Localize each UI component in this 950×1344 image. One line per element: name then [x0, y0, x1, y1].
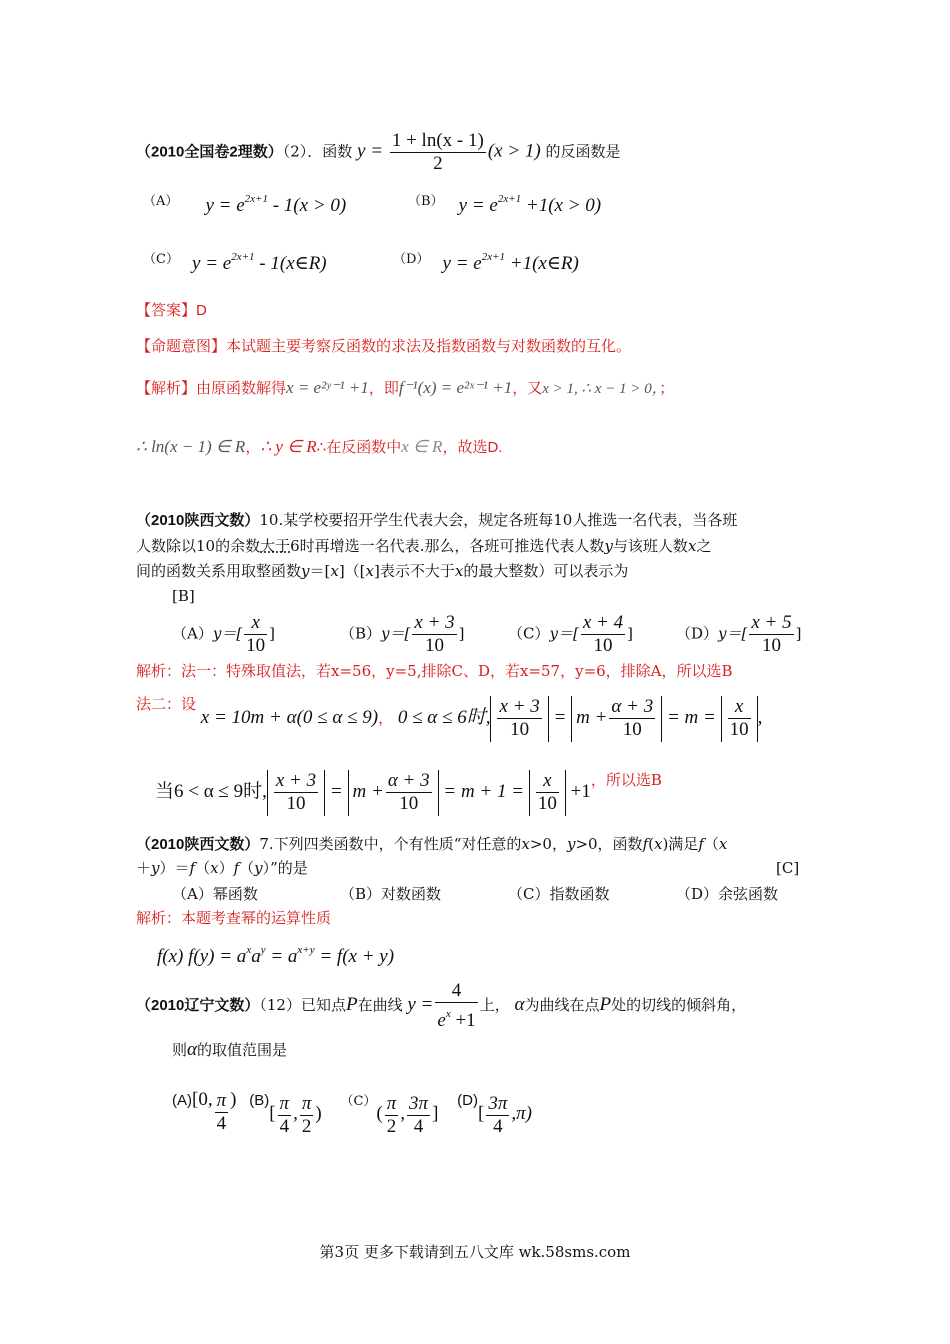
q2-sol2-num: α + 3 — [611, 696, 654, 717]
q4-alpha: α — [187, 1039, 197, 1060]
q2-text: 6时再增选一名代表.那么，各班可推选代表人数 — [290, 537, 605, 555]
q4-text: 为曲线在点 — [524, 996, 600, 1014]
q1-opt-rest: - 1(x > 0) — [267, 195, 347, 216]
q3-var: x — [653, 835, 663, 853]
q3-text: 7.下列四类函数中，个有性质“对任意的 — [259, 835, 522, 853]
q2-sol2-num: x — [728, 696, 751, 719]
q4-curve-fraction — [435, 980, 477, 1032]
q1-opt-base: y = e — [458, 195, 498, 216]
q2-var: x — [365, 562, 375, 580]
q4-opt-num: π — [216, 1090, 227, 1111]
q2-opt-fraction — [412, 612, 456, 657]
q2-text: 之 — [696, 537, 712, 555]
q4-opt-close: ) — [315, 1103, 322, 1124]
q3-var: f — [642, 835, 649, 853]
q2-opt-fraction — [244, 612, 267, 657]
q4-opt-den: 4 — [493, 1115, 503, 1137]
q4-source: （2010辽宁文数） — [136, 997, 260, 1014]
q4-opt-num: π — [386, 1092, 397, 1114]
q3-option-d: （D）余弦函数 — [676, 885, 779, 903]
q3-text: >0，函数 — [575, 835, 643, 853]
q4-opt-b-fraction-1 — [278, 1093, 292, 1138]
q2-text: 与该班人数 — [612, 537, 688, 555]
q2-opt-y: y＝[ — [549, 624, 579, 643]
q3-var: x — [718, 835, 728, 853]
q2-opt-num: x + 4 — [582, 612, 624, 633]
q2-opt-y: y＝[ — [212, 624, 243, 643]
q3-var: y — [151, 859, 160, 877]
q4-text: 则 — [172, 1041, 188, 1059]
q2-opt-close: ] — [458, 624, 465, 643]
q3-text: >0， — [529, 835, 567, 853]
q3-text: ）”的是 — [262, 859, 308, 877]
q4-opt-open: [0, — [192, 1089, 213, 1110]
q1-opt-rest: +1(x > 0) — [521, 195, 602, 216]
q2-opt-den: 10 — [246, 635, 266, 656]
q2-var: x — [330, 562, 339, 580]
q4-opt-den: 4 — [279, 1115, 290, 1137]
q1-fn-den: 2 — [433, 153, 443, 174]
q1-answer: 【答案】D — [136, 302, 207, 319]
q2-sol3-den: 10 — [286, 793, 306, 814]
q4-text: 处的切线的倾斜角， — [611, 996, 747, 1014]
q2-opt-label: （A） — [172, 624, 213, 643]
q1-line2-formula-3: x ∈ R — [401, 437, 443, 456]
q1-fn-lhs: y = — [357, 140, 384, 162]
q2-text1: 10.某学校要招开学生代表大会，规定各班每10人推选一名代表，当各班 — [259, 511, 738, 529]
q1-opt-label: （A） — [143, 194, 179, 209]
q1-analysis-a: 由原函数解得 — [196, 380, 287, 397]
q3-var: f — [233, 859, 240, 877]
q2-sol3-tail: ，所以选B — [590, 771, 662, 789]
q2-opt-num: x + 3 — [414, 612, 455, 633]
q3-var: f — [698, 835, 704, 853]
q3-formula-part: = a — [265, 946, 298, 967]
q2-line3 — [136, 561, 628, 581]
q1-opt-expr — [459, 195, 601, 216]
q1-option-d — [393, 248, 579, 275]
q2-var: y — [604, 537, 613, 555]
q2-var: x — [687, 537, 697, 555]
q1-fn-cond: (x > 1) — [487, 140, 541, 162]
q2-text: 人数除以10的余数 — [136, 537, 261, 555]
q2-solution-1: 解析：法一：特殊取值法，若x=56，y=5,排除C、D，若x=57，y=6，排除A，所以选B — [136, 662, 733, 680]
q4-var: P — [345, 994, 358, 1015]
q4-opt-c-fraction-2 — [407, 1093, 430, 1138]
q3-answer: [C] — [776, 859, 800, 877]
q3-formula-part: = f(x + y) — [314, 946, 395, 967]
q4-opt-num: π — [279, 1092, 290, 1114]
q2-sol2-num: x + 3 — [499, 696, 540, 717]
q2-sol3-bracket-3 — [529, 770, 566, 816]
q1-fn-num: 1 + ln(x - 1) — [391, 130, 484, 151]
q2-opt-y: y＝[ — [718, 624, 748, 643]
q1-intro: （2）．函数 — [282, 142, 353, 161]
q2-sol2-cond: 0 ≤ α ≤ 6时, — [397, 707, 491, 728]
q2-text: ＝[ — [309, 562, 331, 580]
q2-sol3-num: x + 3 — [275, 770, 317, 791]
q2-option-c — [508, 612, 633, 657]
q1-option-a — [143, 190, 346, 217]
q2-option-b — [340, 612, 464, 657]
q2-sol3-mid: = m + 1 = — [443, 781, 525, 802]
q1-opt-expr — [443, 253, 579, 274]
q2-var: y — [301, 562, 310, 580]
q4-den-base: e — [437, 1010, 446, 1031]
q1-analysis-line1 — [136, 378, 674, 399]
q4-text: 的取值范围是 — [197, 1041, 288, 1059]
q2-text: 间的函数关系用取整函数 — [136, 562, 302, 580]
q1-opt-sup: 2x+1 — [231, 251, 255, 263]
q2-var: x — [454, 562, 464, 580]
q2-sol2-bracket-1 — [490, 696, 548, 742]
q1-line2-formula-2: ∴ y ∈ R — [260, 437, 317, 456]
q2-solution-2 — [136, 694, 762, 744]
q3-text: （ — [703, 835, 719, 853]
q1-analysis-formula-1: x = e²ʸ⁻¹ +1 — [286, 378, 369, 397]
q1-opt-rest: - 1(x∈R) — [254, 253, 327, 274]
q4-opt-open: [ — [269, 1103, 276, 1124]
q3-text: ＋ — [136, 859, 152, 877]
q2-opt-num: x + 5 — [751, 612, 792, 633]
q4-den-rest: +1 — [450, 1010, 476, 1031]
q1-opt-expr — [205, 195, 346, 216]
q4-text: 上， — [479, 996, 510, 1014]
q4-opt-close: ,π) — [511, 1103, 532, 1124]
q3-option-c: （C）指数函数 — [508, 885, 610, 903]
q4-num: 4 — [435, 980, 477, 1003]
q4-opt-den: 4 — [413, 1115, 424, 1137]
q4-opt-comma: , — [400, 1103, 406, 1124]
q4-opt-comma: , — [293, 1103, 298, 1124]
q1-analysis-c: ，又 — [512, 380, 543, 397]
q2-opt-label: （C） — [508, 624, 550, 643]
q2-sol2-comma: ， — [378, 709, 394, 727]
q1-analysis-b: ，即 — [368, 380, 399, 397]
q1-line2-b: ∴在反函数中 — [316, 439, 402, 456]
q3-text: （ — [239, 859, 255, 877]
q3-formula-sup: x — [246, 944, 252, 956]
q2-sol2-den: 10 — [510, 719, 530, 740]
q4-opt-num: 3π — [409, 1092, 429, 1114]
q4-opt-open: [ — [478, 1103, 485, 1124]
q2-sol2-eq: = — [553, 707, 567, 728]
q3-source: （2010陕西文数） — [136, 836, 260, 853]
q1-fn-fraction — [390, 130, 486, 175]
q2-opt-den: 10 — [424, 635, 444, 656]
q2-line2 — [136, 536, 711, 556]
q1-header — [136, 130, 621, 174]
q1-opt-expr — [192, 253, 327, 274]
q2-sol3-plus: +1 — [570, 781, 591, 802]
q1-analysis-formula-3: x > 1, ∴ x − 1 > 0， — [542, 381, 660, 397]
q4-var: P — [599, 994, 612, 1015]
q4-y: y = — [407, 994, 434, 1015]
q2-opt-close: ] — [795, 624, 802, 643]
q2-opt-close: ] — [627, 624, 633, 643]
q2-text: ]表示不大于 — [374, 562, 455, 580]
q2-opt-close: ] — [269, 624, 276, 643]
q2-sol2-label: 法二：设 — [136, 695, 197, 713]
q1-opt-base: y = e — [442, 253, 482, 274]
q4-opt-num: 3π — [488, 1092, 508, 1114]
q4-line1 — [136, 980, 746, 1030]
q2-option-a — [172, 612, 275, 657]
q2-text: 的最大整数）可以表示为 — [463, 562, 629, 580]
q2-sol3-den: 10 — [537, 793, 557, 814]
q1-analysis-d: ； — [659, 380, 675, 397]
q4-opt-label: (A) — [172, 1092, 192, 1109]
q1-intent: 【命题意图】本试题主要考察反函数的求法及指数函数与对数函数的互化。 — [136, 338, 632, 355]
q3-text: ） — [218, 859, 234, 877]
q4-opt-num: π — [301, 1092, 312, 1114]
q2-sol2-bracket-3 — [721, 696, 758, 742]
q4-opt-close: ] — [432, 1103, 439, 1124]
q1-analysis-line2 — [136, 437, 502, 458]
q1-opt-label: （D） — [393, 252, 430, 267]
q2-opt-fraction — [749, 612, 793, 657]
q4-opt-den: 2 — [386, 1115, 397, 1137]
q2-sol3-den: 10 — [399, 793, 419, 814]
q3-line1 — [136, 834, 727, 855]
q1-opt-base: y = e — [192, 253, 232, 274]
q4-opt-a-fraction — [215, 1090, 229, 1135]
q4-alpha: α — [514, 994, 525, 1015]
q3-text: ( — [648, 835, 654, 853]
q4-text: （12）已知点 — [259, 996, 346, 1014]
q3-text: )满足 — [662, 835, 699, 853]
q3-line2 — [136, 858, 308, 878]
q3-formula-sup: y — [260, 944, 266, 956]
q2-text: ]（[ — [338, 562, 366, 580]
q3-option-a: （A）幂函数 — [172, 885, 258, 903]
q4-opt-label: (D) — [457, 1092, 478, 1109]
q4-opt-den: 2 — [301, 1115, 312, 1137]
q4-options — [172, 1090, 532, 1140]
q2-line1 — [136, 510, 737, 531]
q2-opt-den: 10 — [593, 635, 613, 656]
q4-opt-label: (B) — [249, 1092, 270, 1109]
q2-sol2-expr: x = 10m + α(0 ≤ α ≤ 9) — [200, 707, 379, 728]
q1-line2-a: ， — [245, 439, 261, 456]
q4-opt-d-fraction — [486, 1093, 509, 1138]
q3-option-b: （B）对数函数 — [340, 885, 442, 903]
q3-formula — [157, 944, 394, 968]
q2-solution-3 — [155, 770, 662, 820]
q3-formula-sup: x+y — [297, 944, 315, 956]
q2-sol3-eq: = — [329, 781, 343, 802]
q2-sol3-bracket-2 — [348, 770, 439, 816]
q3-solution: 解析：本题考查幂的运算性质 — [136, 909, 332, 927]
q2-sol3-bracket-1 — [267, 770, 325, 816]
q2-opt-y: y＝[ — [381, 624, 411, 643]
q2-answer: [B] — [172, 587, 195, 605]
q2-source: （2010陕西文数） — [136, 512, 260, 529]
q1-line2-formula-1: ∴ ln(x − 1) ∈ R — [136, 437, 246, 456]
q1-opt-sup: 2x+1 — [244, 193, 268, 205]
q1-line2-c: ，故选D. — [442, 439, 503, 456]
q1-option-b — [408, 190, 601, 217]
q3-text: ）＝ — [159, 859, 190, 877]
q1-analysis-formula-2: f⁻¹(x) = e²ˣ⁻¹ +1 — [398, 378, 513, 397]
q3-var: f — [189, 859, 196, 877]
q2-opt-label: （D） — [676, 624, 719, 643]
q2-sol2-end: , — [757, 707, 763, 728]
q1-option-c — [143, 248, 327, 275]
q2-opt-fraction — [581, 612, 625, 657]
q2-opt-den: 10 — [761, 635, 781, 656]
q2-sol3-num: x — [536, 770, 559, 793]
q1-opt-rest: +1(x∈R) — [505, 253, 579, 274]
q3-text: （ — [195, 859, 211, 877]
q3-formula-part: f(x) f(y) = a — [157, 946, 247, 967]
q1-opt-label: （B） — [408, 194, 444, 209]
q2-sol3-num: α + 3 — [387, 770, 430, 791]
q4-den-sup: x — [445, 1008, 451, 1020]
q1-opt-sup: 2x+1 — [497, 193, 522, 205]
q2-sol2-den: 10 — [729, 719, 749, 740]
q1-opt-sup: 2x+1 — [481, 251, 506, 263]
q3-var: x — [210, 859, 219, 877]
q3-var: y — [254, 859, 263, 877]
q3-var: x — [521, 835, 530, 853]
q4-opt-label: （C） — [340, 1094, 377, 1109]
q4-opt-den: 4 — [216, 1113, 227, 1134]
q1-source: （2010全国卷2理数） — [136, 143, 283, 161]
q2-option-d — [676, 612, 801, 657]
q4-opt-close: ) — [230, 1089, 237, 1110]
q4-opt-c-fraction-1 — [385, 1093, 399, 1138]
q2-sol3-prefix: 当6 < α ≤ 9时, — [155, 781, 267, 802]
q4-opt-b-fraction-2 — [300, 1093, 314, 1138]
q2-sol2-bracket-2 — [571, 696, 662, 742]
q2-sol3-m: m + — [352, 780, 384, 802]
q1-opt-label: （C） — [143, 252, 179, 267]
q2-opt-num: x — [244, 612, 267, 635]
q2-sol2-den: 10 — [622, 719, 642, 740]
q1-opt-base: y = e — [205, 195, 245, 216]
q3-var: y — [566, 835, 576, 853]
q1-analysis-label: 【解析】 — [136, 380, 197, 397]
q2-sol2-eqm: = m = — [666, 707, 716, 728]
q2-sol2-m: m + — [576, 706, 608, 728]
q2-text-emph: 大于 — [260, 537, 291, 555]
q4-line2 — [172, 1040, 287, 1060]
q1-tail: 的反函数是 — [545, 142, 621, 161]
page-footer: 第3页 更多下载请到五八文库 wk.58sms.com — [319, 1243, 631, 1261]
q2-opt-label: （B） — [340, 624, 382, 643]
q4-text: 在曲线 — [357, 996, 403, 1014]
q4-opt-open: ( — [376, 1103, 383, 1124]
q3-formula-part: a — [251, 946, 261, 967]
